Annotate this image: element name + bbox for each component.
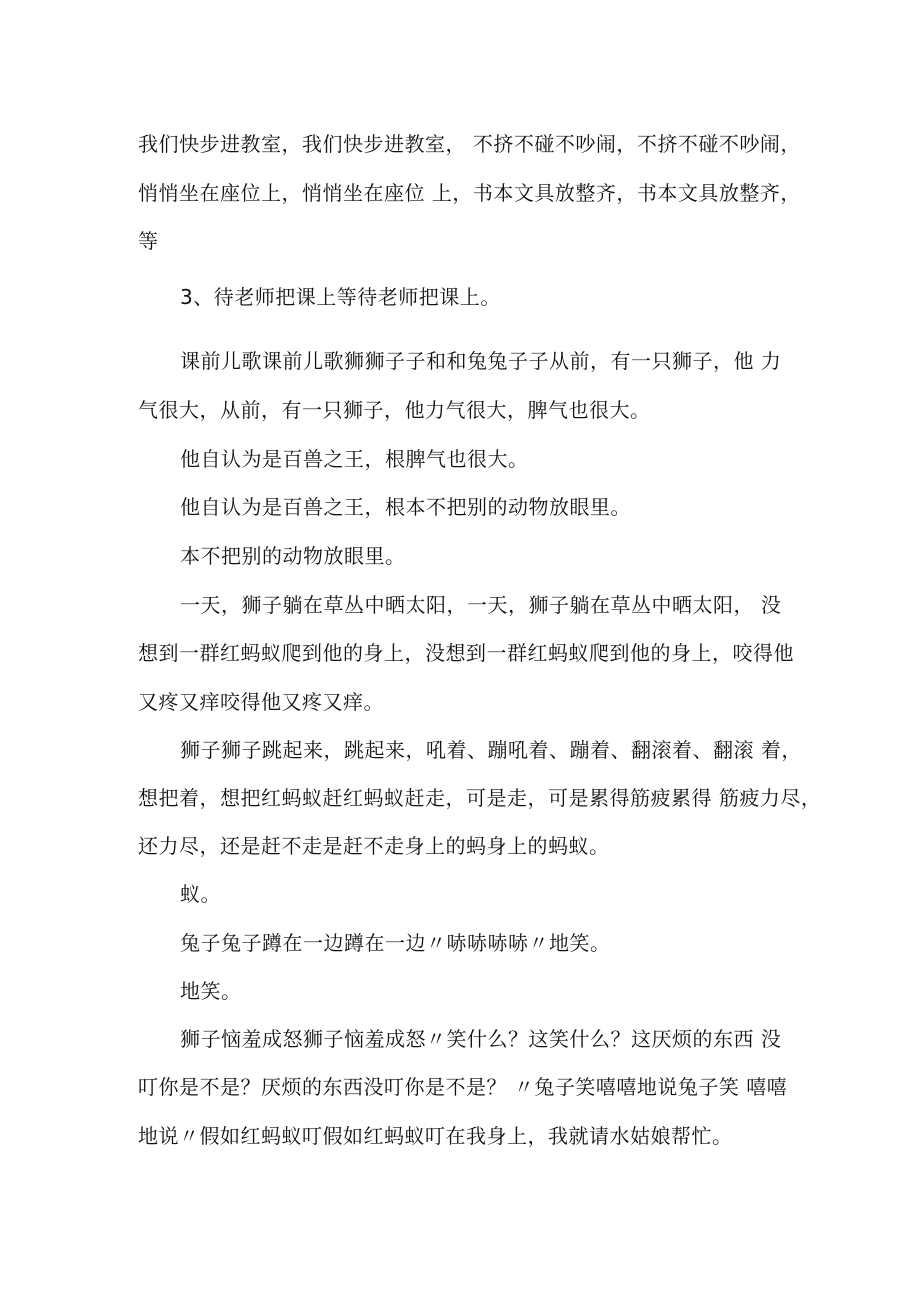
text-line-14: 想把着，想把红蚂蚁赶红蚂蚁赶走，可是走，可是累得筋疲累得 筋疲力尽， [138, 786, 822, 810]
text-line-21: 地说〃假如红蚂蚁叮假如红蚂蚁叮在我身上，我就请水姑娘帮忙。 [138, 1124, 733, 1148]
text-line-6: 气很大，从前，有一只狮子，他力气很大，脾气也很大。 [138, 398, 651, 422]
text-line-10: 一天，狮子躺在草丛中晒太阳，一天，狮子躺在草丛中晒太阳， 没 [180, 593, 782, 617]
text-line-12: 又疼又痒咬得他又疼又痒。 [138, 690, 384, 714]
text-line-13: 狮子狮子跳起来，跳起来，吼着、蹦吼着、蹦着、翻滚着、翻滚 着， [180, 738, 802, 762]
text-line-15: 还力尽，还是赶不走是赶不走身上的蚂身上的蚂蚁。 [138, 834, 610, 858]
text-line-9: 本不把别的动物放眼里。 [180, 544, 406, 568]
text-line-1: 我们快步进教室，我们快步进教室， 不挤不碰不吵闹，不挤不碰不吵闹， [138, 132, 801, 156]
text-line-2: 悄悄坐在座位上，悄悄坐在座位 上，书本文具放整齐，书本文具放整齐， [138, 181, 801, 205]
text-line-4: 3、待老师把课上等待老师把课上。 [180, 285, 501, 309]
text-line-7: 他自认为是百兽之王，根脾气也很大。 [180, 447, 529, 471]
text-line-20: 叮你是不是？厌烦的东西没叮你是不是？ 〃兔子笑嘻嘻地说兔子笑 嘻嘻 [138, 1075, 788, 1099]
text-line-18: 地笑。 [180, 979, 242, 1003]
text-line-17: 兔子兔子蹲在一边蹲在一边〃哧哧哧哧〃地笑。 [180, 931, 611, 955]
text-line-19: 狮子恼羞成怒狮子恼羞成怒〃笑什么？这笑什么？这厌烦的东西 没 [180, 1027, 782, 1051]
text-line-8: 他自认为是百兽之王，根本不把别的动物放眼里。 [180, 495, 631, 519]
text-line-16: 蚁。 [180, 882, 221, 906]
text-line-11: 想到一群红蚂蚁爬到他的身上，没想到一群红蚂蚁爬到他的身上，咬得他 [138, 641, 794, 665]
text-line-5: 课前儿歌课前儿歌狮狮子子和和兔兔子子从前，有一只狮子，他 力 [180, 349, 782, 373]
text-line-3: 等 [138, 229, 159, 253]
